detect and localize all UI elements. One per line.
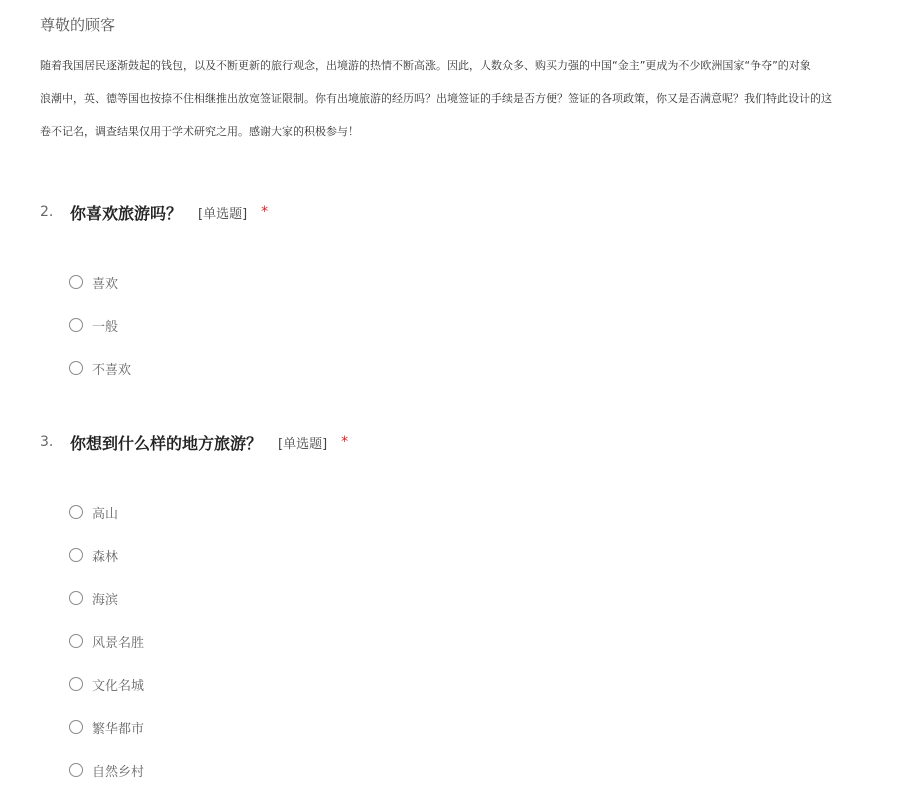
option-label: 森林 (92, 549, 119, 565)
option-label: 文化名城 (92, 678, 145, 694)
radio-button[interactable] (69, 548, 83, 562)
radio-button[interactable] (69, 720, 83, 734)
option-seaside[interactable] (69, 589, 118, 607)
option-label: 高山 (92, 506, 119, 522)
radio-button[interactable] (69, 361, 83, 375)
radio-button[interactable] (69, 275, 83, 289)
radio-button[interactable] (69, 763, 83, 777)
radio-button[interactable] (69, 505, 83, 519)
greeting-heading: 尊敬的顾客 (40, 16, 116, 34)
question-number: 3. (40, 434, 54, 450)
question-3-header (40, 430, 348, 454)
option-cultural-city[interactable] (69, 675, 144, 693)
intro-text-line-2: 浪潮中，英、德等国也按捺不住相继推出放宽签证限制。你有出境旅游的经历吗？出境签证的手续是否方便？签证的各项政策，你又是否满意呢？我们特此设计的这 (40, 92, 832, 105)
option-label: 一般 (92, 319, 119, 335)
option-forest[interactable] (69, 546, 118, 564)
option-like[interactable] (69, 273, 118, 291)
question-number: 2. (40, 204, 54, 220)
option-label: 海滨 (92, 592, 119, 608)
option-mountain[interactable] (69, 503, 118, 521)
question-type-label: [单选题] (198, 206, 248, 222)
question-type-label: [单选题] (278, 436, 328, 452)
option-countryside[interactable] (69, 761, 144, 779)
intro-text-line-3: 卷不记名，调查结果仅用于学术研究之用。感谢大家的积极参与！ (40, 125, 359, 138)
question-2-header (40, 200, 268, 224)
option-label: 自然乡村 (92, 764, 145, 780)
radio-button[interactable] (69, 318, 83, 332)
option-label: 风景名胜 (92, 635, 145, 651)
required-marker: * (261, 204, 269, 220)
option-scenic-spots[interactable] (69, 632, 144, 650)
option-label: 喜欢 (92, 276, 119, 292)
radio-button[interactable] (69, 591, 83, 605)
required-marker: * (341, 434, 349, 450)
option-label: 繁华都市 (92, 721, 145, 737)
option-metropolis[interactable] (69, 718, 144, 736)
question-title: 你想到什么样的地方旅游？ (70, 433, 263, 453)
radio-button[interactable] (69, 634, 83, 648)
intro-text-line-1: 随着我国居民逐渐鼓起的钱包，以及不断更新的旅行观念，出境游的热情不断高涨。因此，人数众多、购买力强的中国“金主”更成为不少欧洲国家“争夺”的对象 (40, 59, 811, 72)
option-average[interactable] (69, 316, 118, 334)
option-dislike[interactable] (69, 359, 131, 377)
option-label: 不喜欢 (92, 362, 132, 378)
question-title: 你喜欢旅游吗？ (70, 203, 183, 223)
radio-button[interactable] (69, 677, 83, 691)
